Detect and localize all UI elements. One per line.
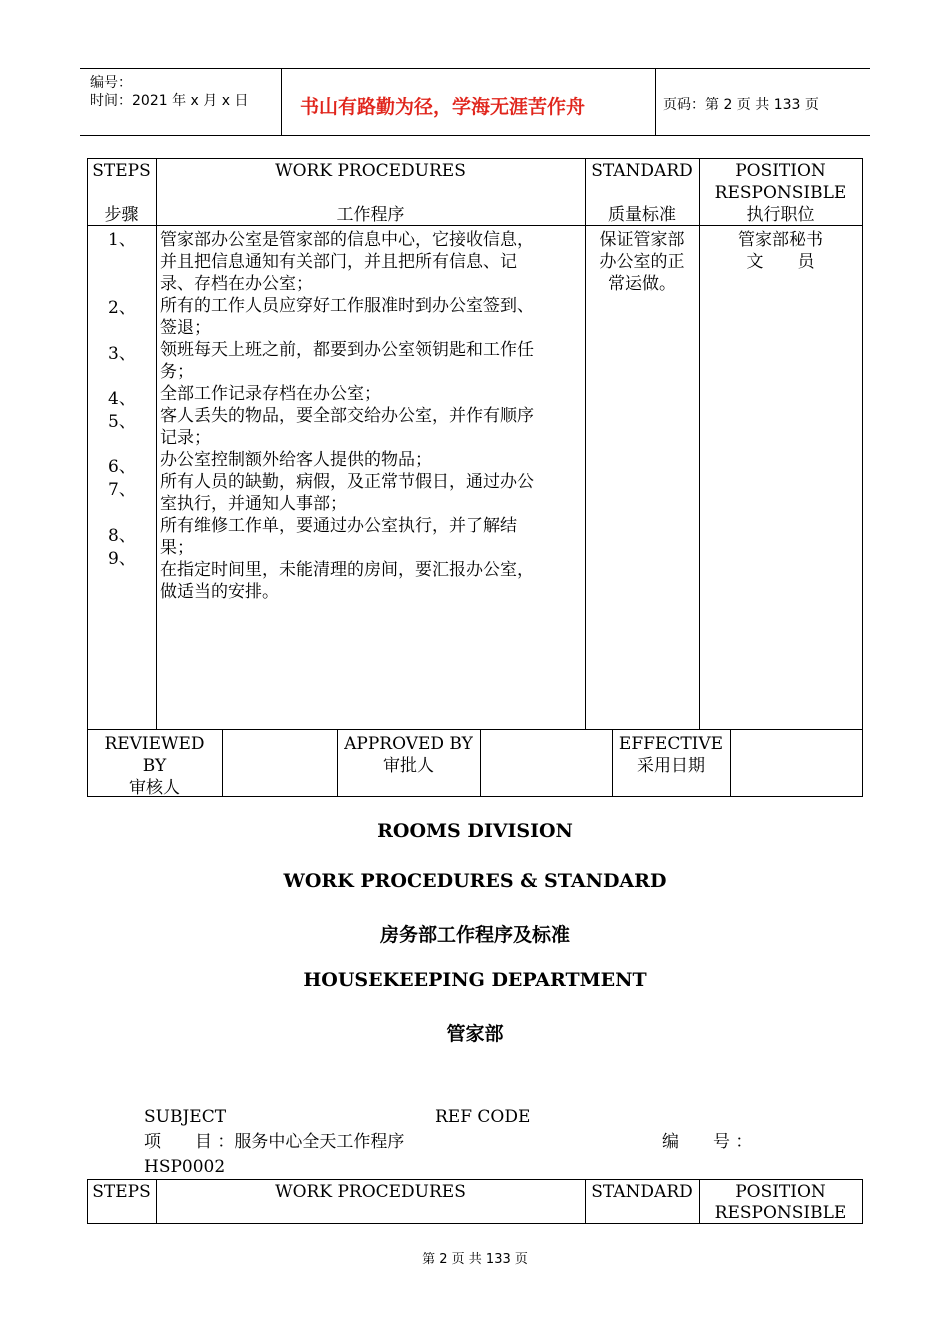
col-steps-en: STEPS — [92, 1182, 151, 1202]
approved-by-label: APPROVED BY 审批人 — [344, 734, 473, 776]
step-number: 7、 — [108, 480, 136, 500]
col-steps-zh: 步骤 — [104, 205, 139, 225]
page-info: 页码：第 2 页 共 133 页 — [663, 97, 819, 113]
procedures-title-zh: 房务部工作程序及标准 — [379, 924, 570, 946]
standard-line: 保证管家部 — [599, 230, 685, 250]
col-position-en2: RESPONSIBLE — [714, 1203, 847, 1223]
position-line: 文 员 — [746, 252, 815, 272]
col-standard-zh: 质量标准 — [608, 205, 676, 225]
procedure-line: 客人丢失的物品，要全部交给办公室，并作有顺序 — [160, 406, 534, 426]
step-number: 8、 — [108, 526, 136, 546]
time-label: 时间：2021 年 x 月 x 日 — [90, 93, 249, 109]
procedure-line: 录、存档在办公室； — [160, 274, 313, 294]
effective-date-label: EFFECTIVE 采用日期 — [618, 734, 724, 776]
procedure-line: 所有人员的缺勤，病假，及正常节假日，通过办公 — [160, 472, 534, 492]
procedure-text — [160, 229, 584, 603]
procedure-line: 在指定时间里，未能清理的房间，要汇报办公室， — [160, 560, 534, 580]
step-number: 9、 — [108, 549, 136, 569]
procedure-line: 做适当的安排。 — [160, 582, 279, 602]
procedure-line: 记录； — [160, 428, 211, 448]
procedure-line: 务； — [160, 362, 194, 382]
col-position-en2: RESPONSIBLE — [714, 183, 847, 203]
motto-text: 书山有路勤为径，学海无涯苦作舟 — [300, 96, 586, 118]
ref-code-value: HSP0002 — [144, 1157, 226, 1177]
ref-code-zh-label: 编 号 ： — [662, 1132, 753, 1152]
department-title: HOUSEKEEPING DEPARTMENT — [303, 969, 647, 991]
step-number: 5、 — [108, 412, 136, 432]
ref-code-label: REF CODE — [435, 1107, 531, 1127]
reviewed-by-label: REVIEWED BY 审核人 — [104, 734, 205, 798]
subject-value: 项 目 ：服务中心全天工作程序 — [144, 1132, 405, 1152]
col-standard-en: STANDARD — [591, 1182, 693, 1202]
procedure-line: 管家部办公室是管家部的信息中心，它接收信息， — [160, 230, 534, 250]
procedure-line: 并且把信息通知有关部门，并且把所有信息、记 — [160, 252, 517, 272]
col-steps-en: STEPS — [92, 161, 151, 181]
standard-line: 办公室的正 — [599, 252, 685, 272]
procedure-line: 果； — [160, 538, 194, 558]
department-title-zh: 管家部 — [446, 1023, 504, 1045]
procedure-line: 办公室控制额外给客人提供的物品； — [160, 450, 432, 470]
col-procedures-zh: 工作程序 — [336, 205, 405, 225]
division-title: ROOMS DIVISION — [377, 820, 573, 842]
col-position-en1: POSITION — [735, 1182, 826, 1202]
procedure-line: 室执行，并通知人事部； — [160, 494, 347, 514]
procedure-line: 领班每天上班之前，都要到办公室领钥匙和工作任 — [160, 340, 534, 360]
standard-text — [585, 229, 699, 295]
position-text — [699, 229, 862, 273]
step-number: 3、 — [108, 344, 136, 364]
page-footer: 第 2 页 共 133 页 — [422, 1252, 528, 1267]
procedure-line: 全部工作记录存档在办公室； — [160, 384, 381, 404]
col-standard-en: STANDARD — [591, 161, 693, 181]
standard-line: 常运做。 — [608, 274, 676, 294]
step-number: 1、 — [108, 230, 136, 250]
position-line: 管家部秘书 — [738, 230, 823, 250]
procedure-line: 所有的工作人员应穿好工作服准时到办公室签到、 — [160, 296, 534, 316]
procedures-title: WORK PROCEDURES & STANDARD — [283, 870, 667, 892]
col-position-zh: 执行职位 — [746, 205, 815, 225]
step-number: 2、 — [108, 298, 136, 318]
step-number: 6、 — [108, 457, 136, 477]
subject-label: SUBJECT — [144, 1107, 227, 1127]
col-position-en1: POSITION — [735, 161, 826, 181]
col-procedures-en: WORK PROCEDURES — [275, 1182, 466, 1202]
procedure-line: 签退； — [160, 318, 211, 338]
col-procedures-en: WORK PROCEDURES — [275, 161, 466, 181]
code-label: 编号： — [90, 75, 132, 91]
step-number: 4、 — [108, 389, 136, 409]
procedure-line: 所有维修工作单，要通过办公室执行，并了解结 — [160, 516, 517, 536]
